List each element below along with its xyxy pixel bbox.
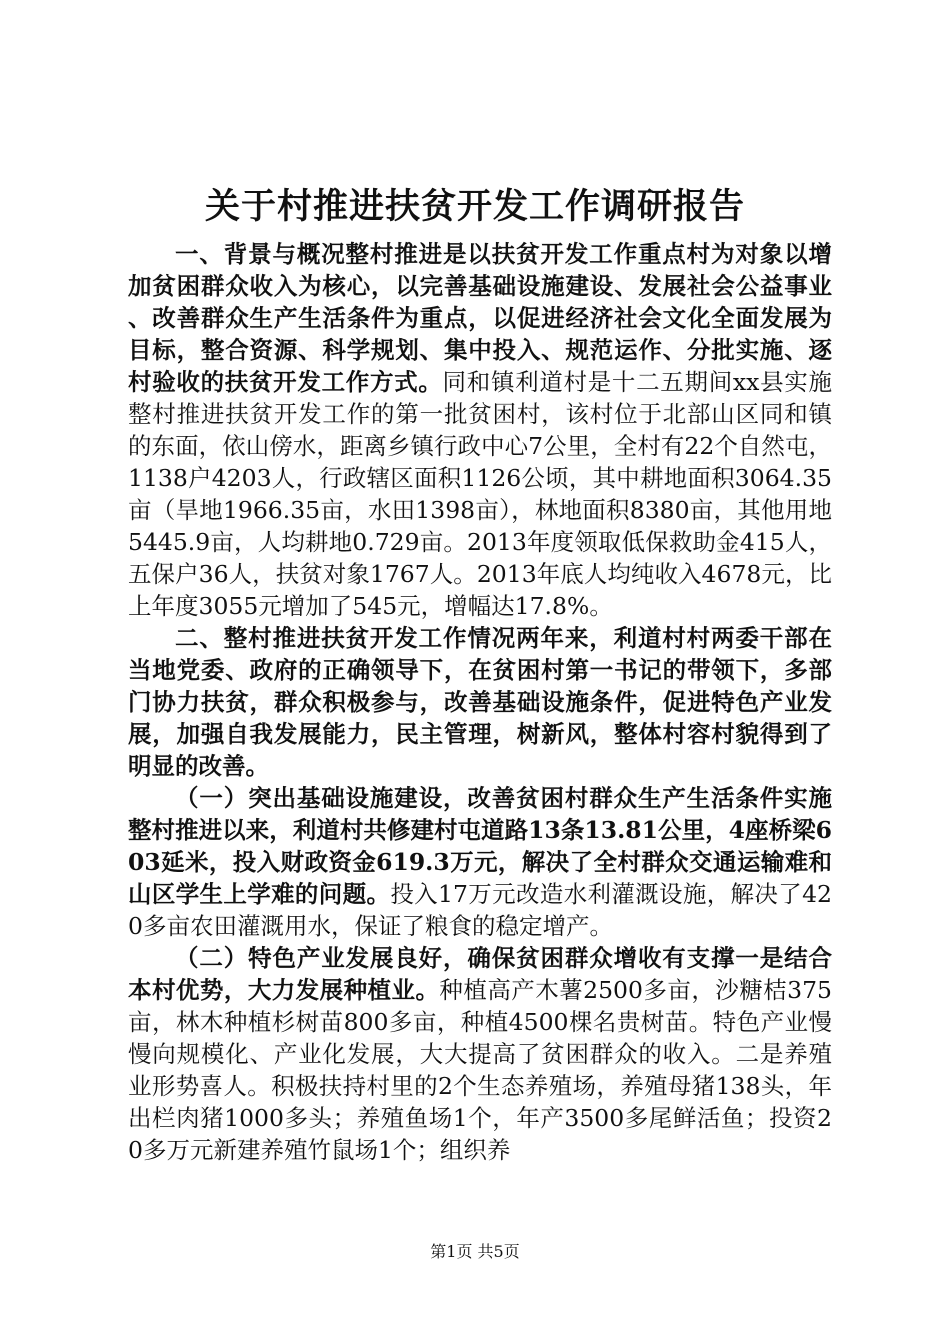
paragraph-lead: （一）突出基础设施建设，改善贫困村群众生产生活条件实施整村推进以来，利道村共修建村屯道路13条13.81公里，4座桥梁603延米，投入财政资金619.3万元，解决了全村群众交通运输难和山区学生上学难的问题。 (128, 784, 832, 908)
paragraph-lead: 二、整村推进扶贫开发工作情况两年来，利道村村两委干部在当地党委、政府的正确领导下，在贫困村第一书记的带领下，多部门协力扶贫，群众积极参与，改善基础设施条件，促进特色产业发展，加强自我发展能力，民主管理，树新风，整体村容村貌得到了明显的改善。 (128, 624, 832, 780)
paragraph-lead: （二）特色产业发展良好，确保贫困群众增收有支撑一是结合本村优势，大力发展种植业。 (128, 944, 832, 1004)
paragraph-infrastructure (128, 782, 832, 942)
document-body (128, 238, 832, 1166)
page-number-footer: 第1页 共5页 (430, 1242, 520, 1261)
paragraph-text: 种植高产木薯2500多亩，沙糖桔375亩，林木种植杉树苗800多亩，种植4500棵名贵树苗。特色产业慢慢向规模化、产业化发展，大大提高了贫困群众的收入。二是养殖业形势喜人。积极扶持村里的2个生态养殖场，养殖母猪138头，年出栏肉猪1000多头；养殖鱼场1个，年产3500多尾鲜活鱼；投资20多万元新建养殖竹鼠场1个；组织养 (128, 976, 832, 1164)
paragraph-background (128, 238, 832, 622)
paragraph-text: 投入17万元改造水利灌溉设施，解决了420多亩农田灌溉用水，保证了粮食的稳定增产。 (128, 880, 832, 940)
document-title: 关于村推进扶贫开发工作调研报告 (204, 186, 745, 227)
paragraph-industry (128, 942, 832, 1166)
paragraph-work-status (128, 622, 832, 782)
paragraph-text: 同和镇利道村是十二五期间xx县实施整村推进扶贫开发工作的第一批贫困村，该村位于北部山区同和镇的东面，依山傍水，距离乡镇行政中心7公里，全村有22个自然屯，1138户4203人，行政辖区面积1126公顷，其中耕地面积3064.35亩（旱地1966.35亩，水田1398亩），林地面积8380亩，其他用地5445.9亩，人均耕地0.729亩。2013年度领取低保救助金415人，五保户36人，扶贫对象1767人。2013年底人均纯收入4678元，比上年度3055元增加了545元，增幅达17.8%。 (128, 368, 832, 620)
paragraph-lead: 一、背景与概况整村推进是以扶贫开发工作重点村为对象以增加贫困群众收入为核心，以完善基础设施建设、发展社会公益事业、改善群众生产生活条件为重点，以促进经济社会文化全面发展为目标，整合资源、科学规划、集中投入、规范运作、分批实施、逐村验收的扶贫开发工作方式。 (128, 240, 832, 396)
